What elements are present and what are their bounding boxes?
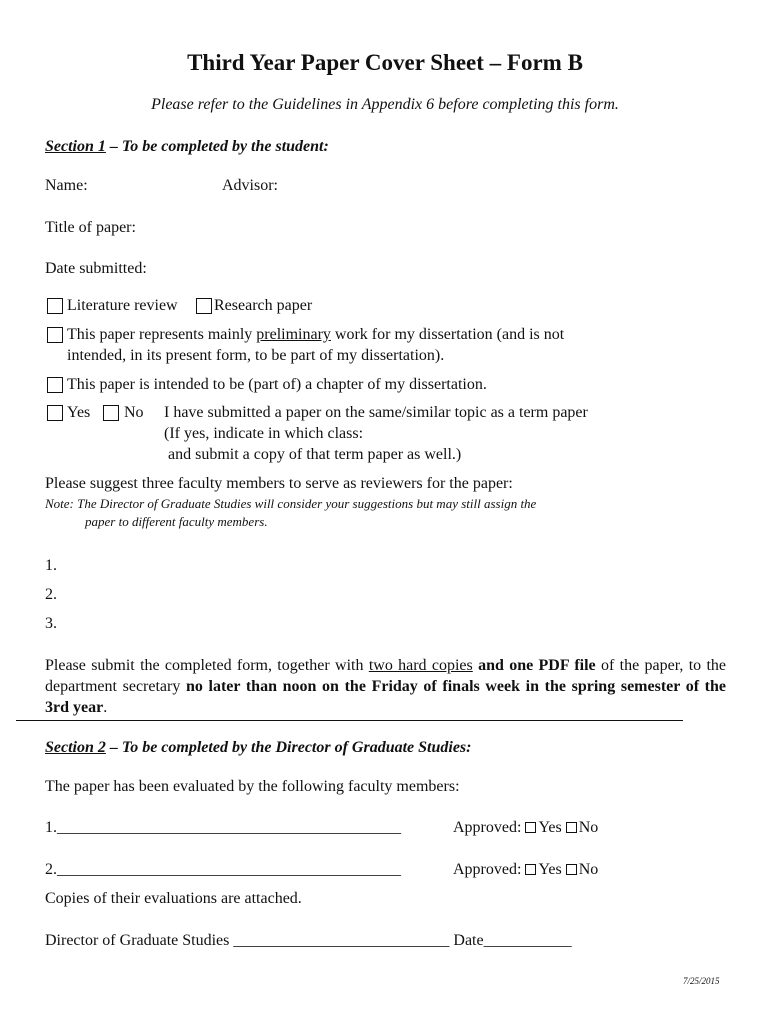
form-title: Third Year Paper Cover Sheet – Form B (187, 50, 583, 75)
form-subtitle: Please refer to the Guidelines in Appendix 6 before completing this form. (151, 96, 619, 113)
approved-no-checkbox-2[interactable] (566, 864, 577, 875)
approved-no-checkbox-1[interactable] (566, 822, 577, 833)
advisor-label: Advisor: (222, 177, 278, 194)
date-submitted-label: Date submitted: (45, 260, 147, 277)
preliminary-checkbox[interactable] (47, 327, 63, 343)
preliminary-word: preliminary (256, 326, 331, 343)
term-paper-yes-checkbox[interactable] (47, 405, 63, 421)
suggest-reviewers-text: Please suggest three faculty members to serve as reviewers for the paper: (45, 475, 513, 492)
term-paper-statement: I have submitted a paper on the same/similar topic as a term paper (164, 404, 588, 421)
section2-label: Section 2 (45, 739, 106, 756)
approved-yes-checkbox-2[interactable] (525, 864, 536, 875)
copies-attached-text: Copies of their evaluations are attached. (45, 890, 302, 907)
chapter-checkbox[interactable] (47, 377, 63, 393)
approval-row-1: Approved: Yes No (453, 819, 599, 836)
term-paper-copy-note: and submit a copy of that term paper as well.) (168, 446, 462, 463)
research-paper-checkbox[interactable] (196, 298, 212, 314)
reviewer-number-2: 2. (45, 586, 57, 603)
section-divider (16, 720, 683, 721)
note-line2: paper to different faculty members. (85, 514, 268, 529)
section2-heading (45, 739, 471, 757)
preliminary-statement-line2: intended, in its present form, to be part of my dissertation). (67, 347, 445, 364)
term-paper-yes-label: Yes (67, 404, 91, 421)
section1-heading (45, 138, 329, 156)
section1-desc: – To be completed by the student: (105, 138, 329, 155)
reviewer-number-1: 1. (45, 557, 57, 574)
section1-label: Section 1 (45, 138, 106, 155)
faculty-line-1[interactable]: 1.___________________________________________ (45, 819, 401, 836)
deadline-text: no later than noon on the Friday of finals week in the spring semester of the 3rd year (45, 678, 726, 716)
name-label: Name: (45, 177, 88, 194)
chapter-statement: This paper is intended to be (part of) a chapter of my dissertation. (67, 376, 487, 393)
reviewer-number-3: 3. (45, 615, 57, 632)
preliminary-statement: This paper represents mainly preliminary work for my dissertation (and is not (67, 326, 565, 343)
faculty-line-2[interactable]: 2.___________________________________________ (45, 861, 401, 878)
literature-review-label: Literature review (67, 297, 178, 314)
term-paper-no-checkbox[interactable] (103, 405, 119, 421)
note-line1: Note: The Director of Graduate Studies will consider your suggestions but may still assign the (45, 496, 537, 511)
director-signature-line[interactable]: Director of Graduate Studies ___________________________ Date___________ (45, 932, 572, 949)
section2-desc: – To be completed by the Director of Graduate Studies: (105, 739, 472, 756)
research-paper-label: Research paper (214, 297, 313, 314)
term-paper-no-label: No (124, 404, 144, 421)
footer-date: 7/25/2015 (683, 976, 720, 986)
two-hard-copies: two hard copies (368, 657, 473, 674)
paper-title-label: Title of paper: (45, 219, 136, 236)
literature-review-checkbox[interactable] (47, 298, 63, 314)
approval-row-2: Approved: Yes No (453, 861, 599, 878)
approved-yes-checkbox-1[interactable] (525, 822, 536, 833)
term-paper-class-note: (If yes, indicate in which class: (164, 425, 364, 442)
evaluated-by-text: The paper has been evaluated by the following faculty members: (45, 778, 460, 795)
submission-instructions: Please submit the completed form, together with two hard copies and one PDF file of the paper, to the department secretary no later than noon on the Friday of finals week in the spring semester of the 3rd year. (45, 657, 727, 716)
